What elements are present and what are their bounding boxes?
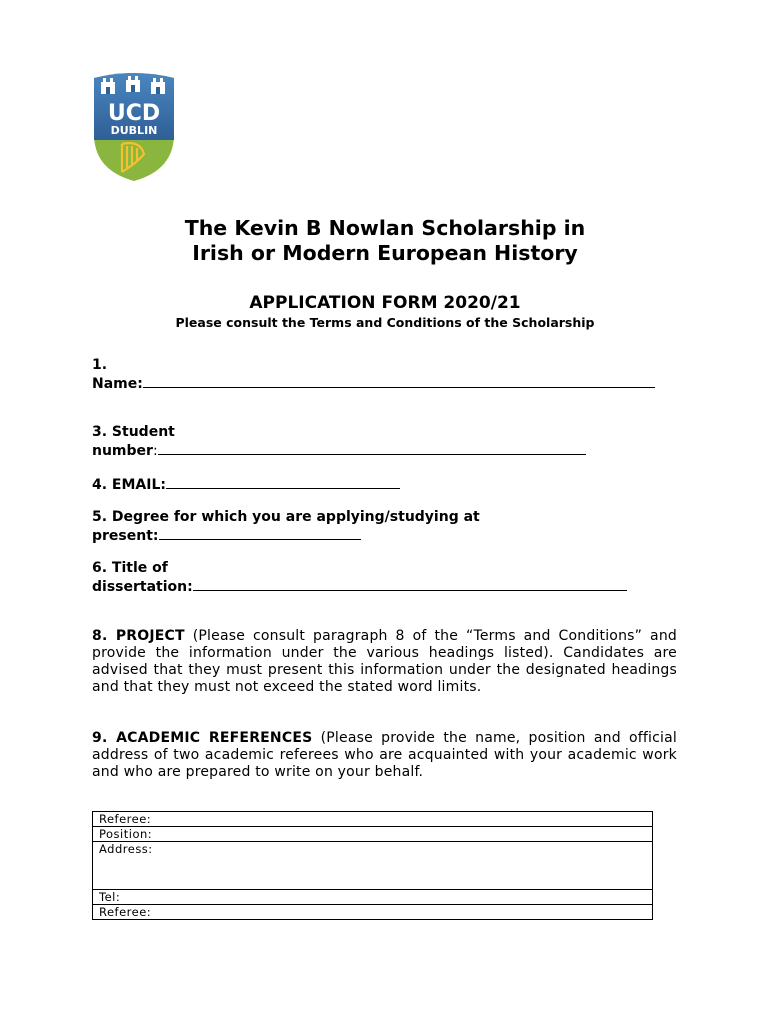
degree-input-line[interactable] bbox=[159, 526, 361, 540]
name-label: Name: bbox=[92, 376, 143, 392]
name-input-line[interactable] bbox=[143, 374, 655, 388]
project-text: (Please consult paragraph 8 of the “Terms and Conditions” and provide the information under the various headings listed). Candidates are advised that they must present this information under the designated headings and that they must not exceed the stated word limits. bbox=[92, 628, 677, 695]
tel-cell[interactable]: Tel: bbox=[93, 890, 653, 905]
references-heading: 9. ACADEMIC REFERENCES bbox=[92, 730, 313, 746]
name-number: 1. bbox=[92, 357, 108, 373]
form-heading: APPLICATION FORM 2020/21 bbox=[249, 293, 521, 313]
project-paragraph bbox=[92, 628, 677, 696]
student-colon: : bbox=[152, 443, 158, 459]
dissertation-input-line[interactable] bbox=[193, 577, 627, 591]
student-number-field bbox=[92, 424, 586, 460]
student-label-2: number bbox=[92, 443, 153, 459]
ucd-logo bbox=[92, 70, 176, 182]
referee-2-cell[interactable]: Referee: bbox=[93, 905, 653, 920]
student-number-input-line[interactable] bbox=[158, 441, 586, 455]
dissertation-label-2: dissertation: bbox=[92, 579, 193, 595]
email-field bbox=[92, 475, 400, 494]
email-label: 4. EMAIL: bbox=[92, 477, 166, 493]
references-paragraph bbox=[92, 730, 677, 781]
title-line-1: The Kevin B Nowlan Scholarship in bbox=[184, 216, 586, 240]
dissertation-field bbox=[92, 560, 627, 596]
degree-label-1: 5. Degree for which you are applying/studying at bbox=[92, 509, 480, 525]
address-cell[interactable]: Address: bbox=[93, 842, 653, 890]
table-row bbox=[93, 827, 653, 842]
dissertation-label-1: 6. Title of bbox=[92, 560, 168, 576]
referee-cell[interactable]: Referee: bbox=[93, 812, 653, 827]
position-cell[interactable]: Position: bbox=[93, 827, 653, 842]
email-input-line[interactable] bbox=[166, 475, 400, 489]
document-title bbox=[0, 216, 770, 266]
title-line-2: Irish or Modern European History bbox=[192, 241, 578, 265]
logo-text-ucd: UCD bbox=[107, 101, 161, 126]
logo-text-dublin: DUBLIN bbox=[110, 124, 158, 137]
degree-label-2: present: bbox=[92, 528, 159, 544]
referee-table bbox=[92, 811, 653, 920]
form-subheading: Please consult the Terms and Conditions of the Scholarship bbox=[175, 315, 595, 330]
table-row bbox=[93, 812, 653, 827]
project-heading: 8. PROJECT bbox=[92, 628, 185, 644]
table-row bbox=[93, 905, 653, 920]
references-text: (Please provide the name, position and official address of two academic referees who are acquainted with your academic work and who are prepared to write on your behalf. bbox=[92, 730, 677, 780]
table-row bbox=[93, 842, 653, 890]
table-row bbox=[93, 890, 653, 905]
name-field bbox=[92, 357, 655, 393]
student-label-1: 3. Student bbox=[92, 424, 175, 440]
degree-field bbox=[92, 509, 480, 545]
